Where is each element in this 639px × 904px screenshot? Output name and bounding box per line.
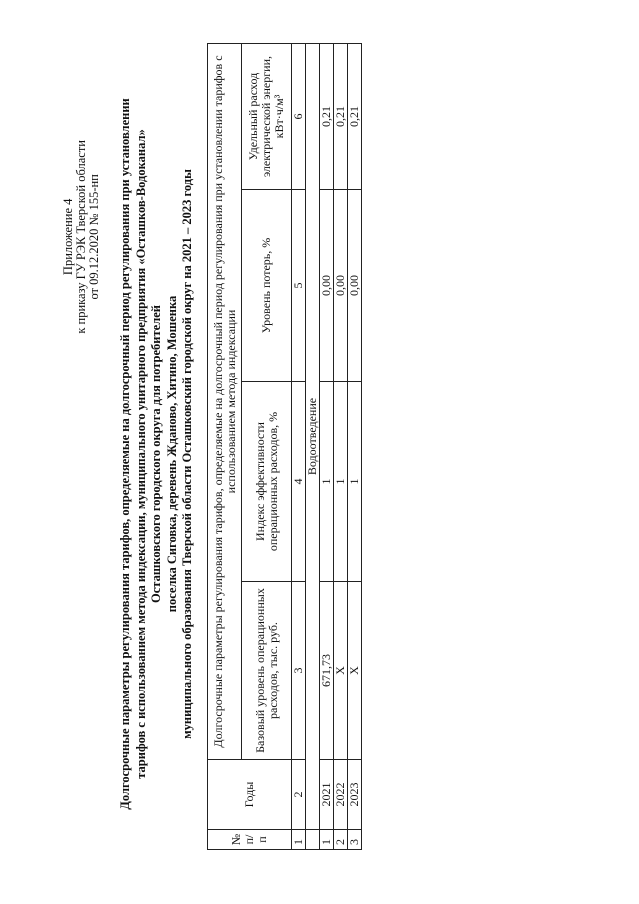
row-loss: 0,00 bbox=[334, 190, 348, 382]
section-row bbox=[306, 43, 320, 849]
row-num: 1 bbox=[320, 830, 334, 850]
column-number-row bbox=[292, 43, 306, 849]
row-year: 2023 bbox=[348, 760, 362, 830]
row-base: 671,73 bbox=[320, 582, 334, 760]
header-energy: Удельный расход электрической энергии, кВт·ч/м³ bbox=[242, 43, 292, 189]
row-index: 1 bbox=[348, 382, 362, 582]
row-year: 2022 bbox=[334, 760, 348, 830]
section-title: Водоотведение bbox=[306, 43, 320, 829]
header-group: Долгосрочные параметры регулирования тарифов, определяемые на долгосрочный период регулирования при установлении тарифов с использованием метода индексации bbox=[208, 43, 242, 759]
row-energy: 0,21 bbox=[320, 43, 334, 189]
table-header-row bbox=[242, 43, 292, 849]
table-row bbox=[334, 43, 348, 849]
column-number: 6 bbox=[292, 43, 306, 189]
column-number: 1 bbox=[292, 830, 306, 850]
title-line: Долгосрочные параметры регулирования тарифов, определяемые на долгосрочный период регулирования при установлении bbox=[118, 98, 132, 810]
row-loss: 0,00 bbox=[348, 190, 362, 382]
header-years: Годы bbox=[208, 760, 292, 830]
table-header-row bbox=[208, 43, 242, 849]
title-line: поселка Сиговка, деревень Жданово, Хитино, Мошенка bbox=[164, 295, 179, 613]
row-year: 2021 bbox=[320, 760, 334, 830]
row-loss: 0,00 bbox=[320, 190, 334, 382]
header-base: Базовый уровень операционных расходов, тыс. руб. bbox=[242, 582, 292, 760]
appendix-line: Приложение 4 bbox=[61, 198, 75, 276]
column-number: 2 bbox=[292, 760, 306, 830]
header-loss: Уровень потерь, % bbox=[242, 190, 292, 382]
row-index: 1 bbox=[320, 382, 334, 582]
table-row bbox=[348, 43, 362, 849]
appendix-note bbox=[62, 140, 101, 334]
appendix-line: от 09.12.2020 № 155-нп bbox=[87, 174, 101, 300]
title-line: Осташковского городского округа для потребителей bbox=[149, 305, 163, 603]
title-line: муниципального образования Тверской области Осташковский городской округ на 2021 – 2023 годы bbox=[180, 169, 194, 739]
parameters-table bbox=[207, 43, 362, 850]
header-num: № п/п bbox=[208, 830, 292, 850]
row-num: 2 bbox=[334, 830, 348, 850]
document-title bbox=[118, 44, 196, 864]
row-energy: 0,21 bbox=[334, 43, 348, 189]
row-energy: 0,21 bbox=[348, 43, 362, 189]
row-base: Х bbox=[348, 582, 362, 760]
column-number: 4 bbox=[292, 382, 306, 582]
column-number: 3 bbox=[292, 582, 306, 760]
section-cell bbox=[306, 830, 320, 850]
row-num: 3 bbox=[348, 830, 362, 850]
table-row bbox=[320, 43, 334, 849]
title-line: тарифов с использованием метода индексации, муниципального унитарного предприятия «Осташков-Водоканал» bbox=[133, 129, 148, 779]
header-index: Индекс эффективности операционных расходов, % bbox=[242, 382, 292, 582]
column-number: 5 bbox=[292, 190, 306, 382]
appendix-line: к приказу ГУ РЭК Тверской области bbox=[74, 140, 88, 334]
row-base: Х bbox=[334, 582, 348, 760]
row-index: 1 bbox=[334, 382, 348, 582]
